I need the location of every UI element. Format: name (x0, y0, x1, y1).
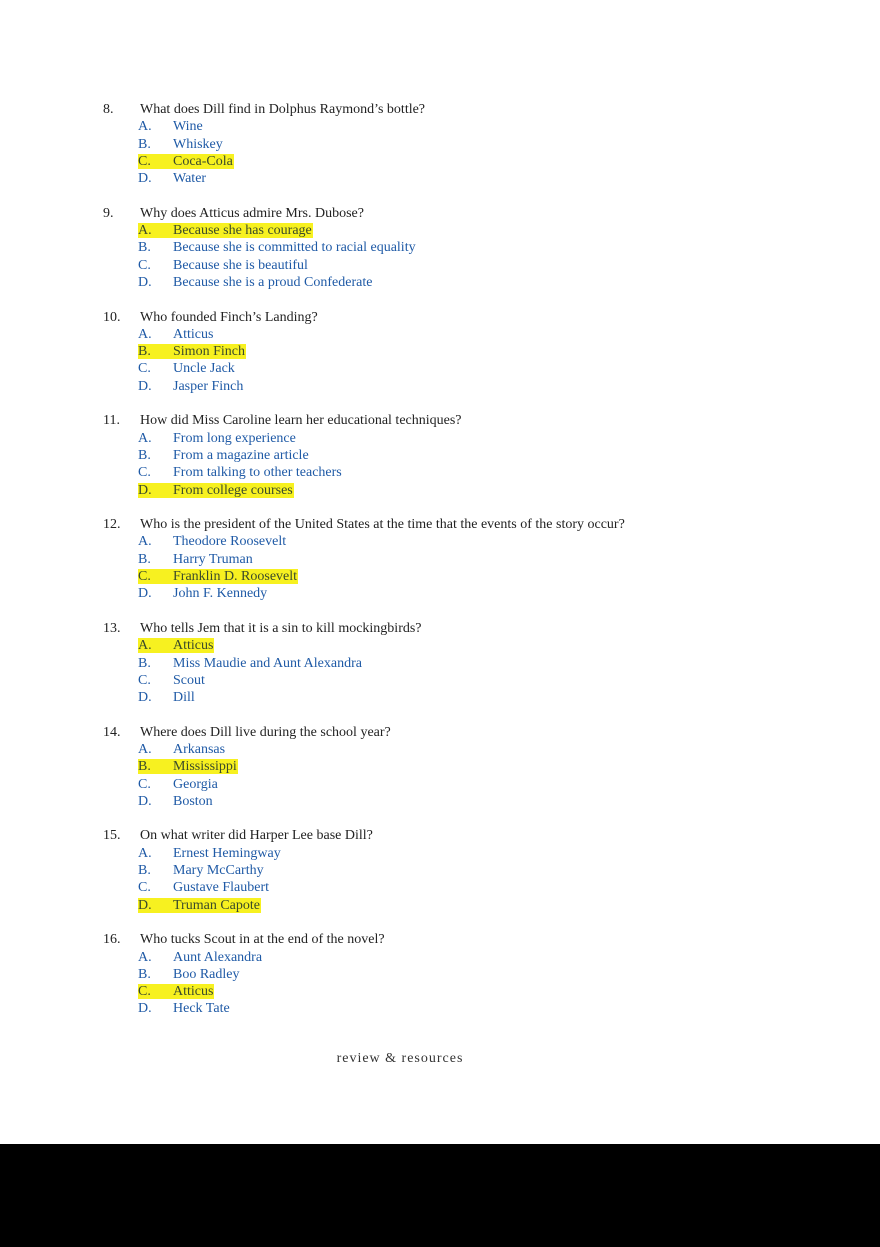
option-letter: D. (138, 690, 152, 706)
option-text: Miss Maudie and Aunt Alexandra (173, 655, 362, 671)
question-11 (0, 412, 880, 498)
option-letter: C. (138, 776, 151, 792)
question-number: 16. (103, 932, 121, 948)
option-d-correct (0, 482, 880, 499)
option-text: Jasper Finch (173, 378, 244, 394)
highlighted-answer (138, 344, 246, 359)
option-letter: A. (138, 223, 152, 239)
option-a (0, 118, 880, 135)
option-letter: B. (138, 447, 151, 463)
highlighted-answer (138, 759, 238, 774)
option-letter: C. (138, 672, 151, 688)
option-text: From college courses (173, 482, 293, 498)
option-d (0, 585, 880, 602)
question-list (0, 101, 880, 1035)
option-text: Because she has courage (173, 223, 312, 239)
option-b-correct (0, 343, 880, 360)
highlighted-answer (138, 898, 261, 913)
question-number: 13. (103, 620, 121, 636)
option-letter: D. (138, 1001, 152, 1017)
option-text: Simon Finch (173, 344, 245, 360)
question-9 (0, 205, 880, 291)
option-b (0, 239, 880, 256)
option-text: Atticus (173, 984, 214, 1000)
option-text: Gustave Flaubert (173, 880, 270, 896)
option-text: Because she is a proud Confederate (173, 274, 373, 290)
highlighted-answer (138, 638, 214, 653)
option-c (0, 776, 880, 793)
option-letter: C. (138, 153, 151, 169)
question-text: Who is the president of the United States at the time that the events of the story occur? (140, 517, 625, 533)
question-line (0, 412, 880, 429)
option-text: Atticus (173, 326, 214, 342)
option-letter: D. (138, 586, 152, 602)
question-text: Who tells Jem that it is a sin to kill mockingbirds? (140, 620, 422, 636)
option-b (0, 551, 880, 568)
option-letter: A. (138, 534, 152, 550)
question-number: 8. (103, 102, 114, 117)
option-text: Aunt Alexandra (173, 949, 263, 965)
option-text: Because she is committed to racial equality (173, 240, 416, 256)
option-letter: B. (138, 136, 151, 152)
option-text: Heck Tate (173, 1001, 230, 1017)
option-text: Boston (173, 793, 213, 809)
option-c (0, 879, 880, 896)
option-c-correct (0, 153, 880, 170)
option-text: Whiskey (173, 136, 223, 152)
option-a (0, 326, 880, 343)
option-text: Theodore Roosevelt (173, 534, 287, 550)
option-a (0, 533, 880, 550)
option-text: From talking to other teachers (173, 465, 342, 481)
option-text: Truman Capote (173, 897, 260, 913)
option-letter: B. (138, 551, 151, 567)
option-letter: D. (138, 793, 152, 809)
question-line (0, 724, 880, 741)
option-b (0, 447, 880, 464)
option-c-correct (0, 983, 880, 1000)
question-line (0, 620, 880, 637)
option-d (0, 689, 880, 706)
option-text: Because she is beautiful (173, 257, 308, 273)
option-letter: C. (138, 984, 151, 1000)
option-letter: C. (138, 465, 151, 481)
question-number: 9. (103, 205, 114, 221)
question-text: What does Dill find in Dolphus Raymond’s bottle? (140, 102, 426, 117)
option-b (0, 862, 880, 879)
highlighted-answer (138, 483, 294, 498)
option-letter: A. (138, 430, 152, 446)
question-line (0, 101, 880, 118)
option-c-correct (0, 568, 880, 585)
option-d-correct (0, 897, 880, 914)
option-text: John F. Kennedy (173, 586, 268, 602)
question-10 (0, 309, 880, 395)
option-text: Dill (173, 690, 195, 706)
option-b (0, 136, 880, 153)
option-text: From long experience (173, 430, 296, 446)
highlighted-answer (138, 223, 313, 238)
option-a (0, 430, 880, 447)
option-text: Franklin D. Roosevelt (173, 569, 298, 585)
option-text: Scout (173, 672, 205, 688)
option-text: Georgia (173, 776, 218, 792)
option-letter: B. (138, 966, 151, 982)
option-text: From a magazine article (173, 447, 309, 463)
question-text: Why does Atticus admire Mrs. Dubose? (140, 205, 364, 221)
option-letter: A. (138, 845, 152, 861)
option-letter: D. (138, 274, 152, 290)
question-line (0, 205, 880, 222)
question-16 (0, 931, 880, 1017)
option-text: Atticus (173, 638, 214, 654)
option-letter: D. (138, 897, 152, 913)
question-text: Who tucks Scout in at the end of the novel? (140, 932, 385, 948)
option-letter: D. (138, 482, 152, 498)
option-a-correct (0, 222, 880, 239)
question-text: On what writer did Harper Lee base Dill? (140, 828, 373, 844)
option-d (0, 378, 880, 395)
page-footer: review & resources (336, 1051, 464, 1066)
option-letter: A. (138, 119, 152, 135)
option-text: Harry Truman (173, 551, 253, 567)
option-a (0, 949, 880, 966)
question-13 (0, 620, 880, 706)
option-letter: A. (138, 949, 152, 965)
option-letter: B. (138, 240, 151, 256)
option-a-correct (0, 637, 880, 654)
option-c (0, 672, 880, 689)
option-letter: B. (138, 344, 151, 360)
question-line (0, 931, 880, 948)
option-letter: A. (138, 326, 152, 342)
option-text: Mary McCarthy (173, 863, 264, 879)
option-a (0, 741, 880, 758)
option-letter: A. (138, 741, 152, 757)
option-letter: B. (138, 759, 151, 775)
question-number: 14. (103, 724, 121, 740)
question-14 (0, 724, 880, 810)
question-number: 12. (103, 517, 121, 533)
option-c (0, 360, 880, 377)
option-b-correct (0, 758, 880, 775)
option-letter: B. (138, 863, 151, 879)
highlighted-answer (138, 984, 214, 999)
option-letter: D. (138, 378, 152, 394)
option-text: Uncle Jack (173, 361, 235, 377)
question-line (0, 516, 880, 533)
option-c (0, 257, 880, 274)
question-number: 10. (103, 309, 121, 325)
option-letter: C. (138, 257, 151, 273)
option-text: Boo Radley (173, 966, 240, 982)
option-letter: C. (138, 361, 151, 377)
option-text: Water (173, 171, 207, 187)
option-text: Mississippi (173, 759, 237, 775)
option-d (0, 170, 880, 187)
question-line (0, 309, 880, 326)
question-text: Who founded Finch’s Landing? (140, 309, 318, 325)
highlighted-answer (138, 154, 234, 169)
question-15 (0, 827, 880, 913)
option-b (0, 966, 880, 983)
option-letter: C. (138, 880, 151, 896)
question-12 (0, 516, 880, 602)
option-a (0, 845, 880, 862)
option-text: Coca-Cola (173, 153, 233, 169)
option-d (0, 1000, 880, 1017)
question-text: Where does Dill live during the school year? (140, 724, 391, 740)
option-text: Arkansas (173, 741, 226, 757)
option-b (0, 655, 880, 672)
question-8 (0, 101, 880, 187)
question-number: 15. (103, 828, 121, 844)
question-text: How did Miss Caroline learn her educational techniques? (140, 413, 462, 429)
option-letter: B. (138, 655, 151, 671)
question-number: 11. (103, 413, 120, 429)
option-text: Wine (173, 119, 203, 135)
question-line (0, 827, 880, 844)
bottom-black-bar (0, 1144, 880, 1247)
option-letter: D. (138, 171, 152, 187)
option-text: Ernest Hemingway (173, 845, 281, 861)
option-letter: A. (138, 638, 152, 654)
option-d (0, 274, 880, 291)
option-c (0, 464, 880, 481)
option-letter: C. (138, 569, 151, 585)
option-d (0, 793, 880, 810)
highlighted-answer (138, 569, 298, 584)
